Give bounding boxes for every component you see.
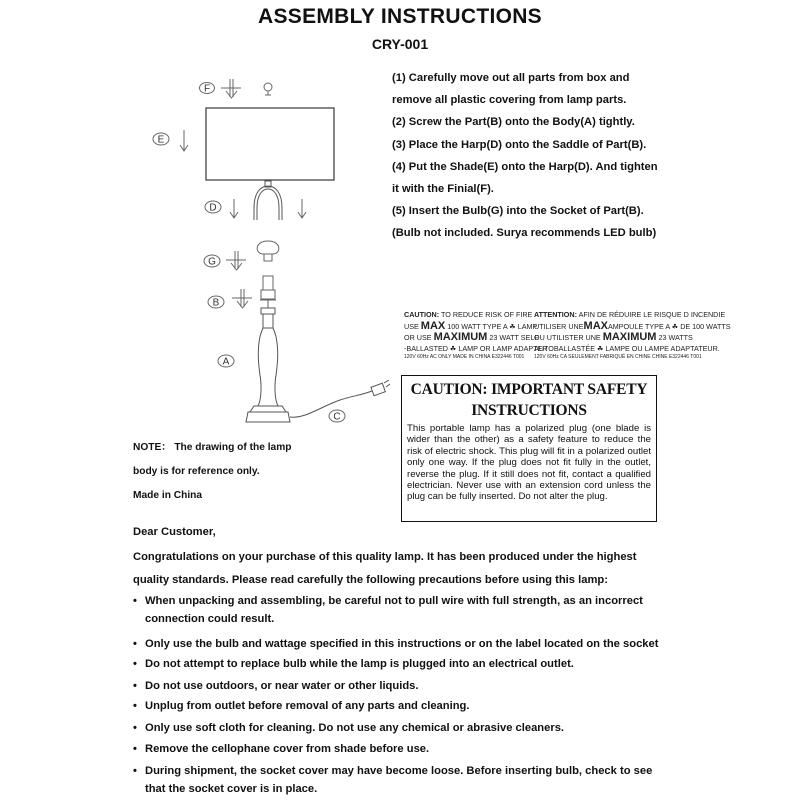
- label-fine-print: 120V 60Hz CA SEULEMENT FABRIQUÉ EN CHINE CHINE E322446 T001: [534, 354, 702, 360]
- label-c-text: C: [333, 411, 341, 423]
- list-item-text: that the socket cover is in place.: [145, 782, 318, 795]
- list-item: [133, 678, 673, 696]
- wattage-label: [404, 310, 731, 361]
- intro-line: Congratulations on your purchase of this quality lamp. It has been produced under the highest: [133, 551, 637, 563]
- label-b: [208, 296, 224, 309]
- safety-title-line: INSTRUCTIONS: [471, 402, 587, 419]
- label-g-text: G: [208, 256, 216, 268]
- label-a: [218, 355, 234, 368]
- socket-icon: [260, 276, 276, 308]
- finial-icon: [264, 83, 272, 95]
- list-item-text: When unpacking and assembling, be careful not to pull wire with full strength, as an incorrect: [145, 595, 643, 607]
- arrow-down-icon: [226, 251, 246, 270]
- label-text: UTILISER UNE: [534, 321, 584, 331]
- maximum-word: MAXIMUM: [433, 331, 488, 343]
- arrow-down-icon: [180, 130, 188, 151]
- arrow-down-icon: [221, 79, 241, 98]
- list-item: [133, 763, 673, 798]
- step-line: (2) Screw the Part(B) onto the Body(A) tightly.: [392, 116, 635, 129]
- max-word: MAX: [420, 319, 446, 332]
- label-text: USE: [404, 321, 419, 331]
- greeting: Dear Customer,: [133, 526, 216, 538]
- bullet-icon: •: [133, 743, 137, 755]
- max-word: MAX: [583, 319, 608, 332]
- intro-line: quality standards. Please read carefully the following precautions before using this lamp:: [133, 574, 608, 586]
- list-item-text: Only use soft cloth for cleaning. Do not use any chemical or abrasive cleaners.: [145, 722, 565, 734]
- shade-icon: [206, 108, 334, 180]
- label-text: 23 WATT SELF: [489, 333, 539, 342]
- arrow-down-icon: [230, 199, 306, 218]
- safety-body: This portable lamp has a polarized plug (one blade is wider than the other) as a safety feature to reduce the risk of electric shock. This plug will fit in a polarized outlet only one way. If the plug does not fit fully in the outlet, reverse the plug. If it still does not fit, contact a qualified electrician. Never use with an extension cord unless the plug can be fully inserted. Do not alter the plug.: [407, 423, 651, 503]
- maximum-word: MAXIMUM: [602, 331, 657, 343]
- label-d: [205, 201, 221, 214]
- label-text: 100 WATT TYPE A ☘ LAMP: [447, 321, 538, 331]
- list-item: [133, 698, 673, 716]
- intro-paragraph: [133, 546, 673, 592]
- bullet-icon: •: [133, 638, 137, 650]
- safety-title: [407, 379, 651, 421]
- label-e: [153, 133, 169, 146]
- assembly-diagram: [140, 70, 390, 440]
- list-item: [133, 593, 673, 628]
- list-item-text: Do not attempt to replace bulb while the lamp is plugged into an electrical outlet.: [145, 658, 574, 670]
- bullet-icon: •: [133, 658, 137, 670]
- label-text: -BALLASTED ☘ LAMP OR LAMP ADAPTER: [404, 343, 548, 353]
- arrow-down-icon: [232, 289, 252, 308]
- label-b-text: B: [212, 297, 220, 309]
- label-e-text: E: [157, 134, 165, 146]
- safety-caution-box: [401, 375, 657, 522]
- list-item: [133, 636, 673, 654]
- label-text: OR USE: [404, 333, 432, 342]
- label-f: [200, 83, 215, 95]
- harp-icon: [254, 181, 282, 220]
- label-g: [204, 255, 220, 268]
- wattage-label-french: [534, 310, 731, 361]
- list-item-text: connection could result.: [145, 612, 275, 625]
- note-line: NOTE： The drawing of the lamp: [133, 442, 292, 453]
- label-text: 23 WATTS: [658, 333, 693, 342]
- note-line: body is for reference only.: [133, 466, 260, 477]
- caution-word: CAUTION:: [404, 310, 440, 319]
- bullet-icon: •: [133, 595, 137, 607]
- list-item: [133, 741, 673, 759]
- bulb-icon: [257, 241, 279, 261]
- step-line: (1) Carefully move out all parts from box and: [392, 72, 630, 84]
- list-item-text: Do not use outdoors, or near water or other liquids.: [145, 680, 419, 692]
- wattage-label-english: [404, 310, 548, 361]
- step-line: (5) Insert the Bulb(G) into the Socket of Part(B).: [392, 205, 644, 218]
- label-a-text: A: [222, 356, 230, 368]
- list-item: [133, 656, 673, 674]
- list-item-text: Only use the bulb and wattage specified in this instructions or on the label located on the socket: [145, 638, 659, 650]
- bullet-icon: •: [133, 765, 137, 777]
- bullet-icon: •: [133, 722, 137, 734]
- safety-title-line: CAUTION: IMPORTANT SAFETY: [410, 381, 648, 398]
- label-fine-print: 120V 60Hz AC ONLY MADE IN CHINA E322446 T001: [404, 354, 525, 360]
- step-line: remove all plastic covering from lamp parts.: [392, 94, 627, 107]
- model-number: CRY-001: [371, 36, 429, 52]
- list-item: [133, 720, 673, 738]
- label-text: AMPOULE TYPE A ☘ DE 100 WATTS: [607, 321, 731, 331]
- step-line: (4) Put the Shade(E) onto the Harp(D). And tighten: [392, 160, 658, 173]
- label-text: AFIN DE RÉDUIRE LE RISQUE D INCENDIE: [578, 310, 726, 319]
- made-in-label: Made in China: [133, 490, 203, 501]
- list-item-text: Unplug from outlet before removal of any parts and cleaning.: [145, 700, 470, 712]
- label-d-text: D: [209, 202, 217, 214]
- label-text: AUTOBALLASTÉE ☘ LAMPE OU LAMPE ADAPTATEUR.: [534, 343, 720, 353]
- attention-word: ATTENTION:: [534, 310, 577, 319]
- assembly-steps: [392, 70, 692, 248]
- label-f-text: F: [203, 83, 211, 95]
- note-block: [133, 436, 291, 508]
- bullet-icon: •: [133, 680, 137, 692]
- step-line: it with the Finial(F).: [392, 182, 494, 195]
- label-c: [329, 410, 345, 423]
- label-text: TO REDUCE RISK OF FIRE: [441, 310, 533, 319]
- label-text: OU UTILISTER UNE: [534, 333, 601, 342]
- list-item-text: During shipment, the socket cover may have become loose. Before inserting bulb, check to see: [145, 765, 653, 777]
- list-item-text: Remove the cellophane cover from shade before use.: [145, 743, 430, 755]
- lamp-body-icon: [246, 308, 290, 422]
- bullet-icon: •: [133, 700, 137, 712]
- step-line: (3) Place the Harp(D) onto the Saddle of Part(B).: [392, 138, 647, 151]
- step-line: (Bulb not included. Surya recommends LED bulb): [392, 227, 657, 240]
- page-title: ASSEMBLY INSTRUCTIONS: [257, 5, 542, 28]
